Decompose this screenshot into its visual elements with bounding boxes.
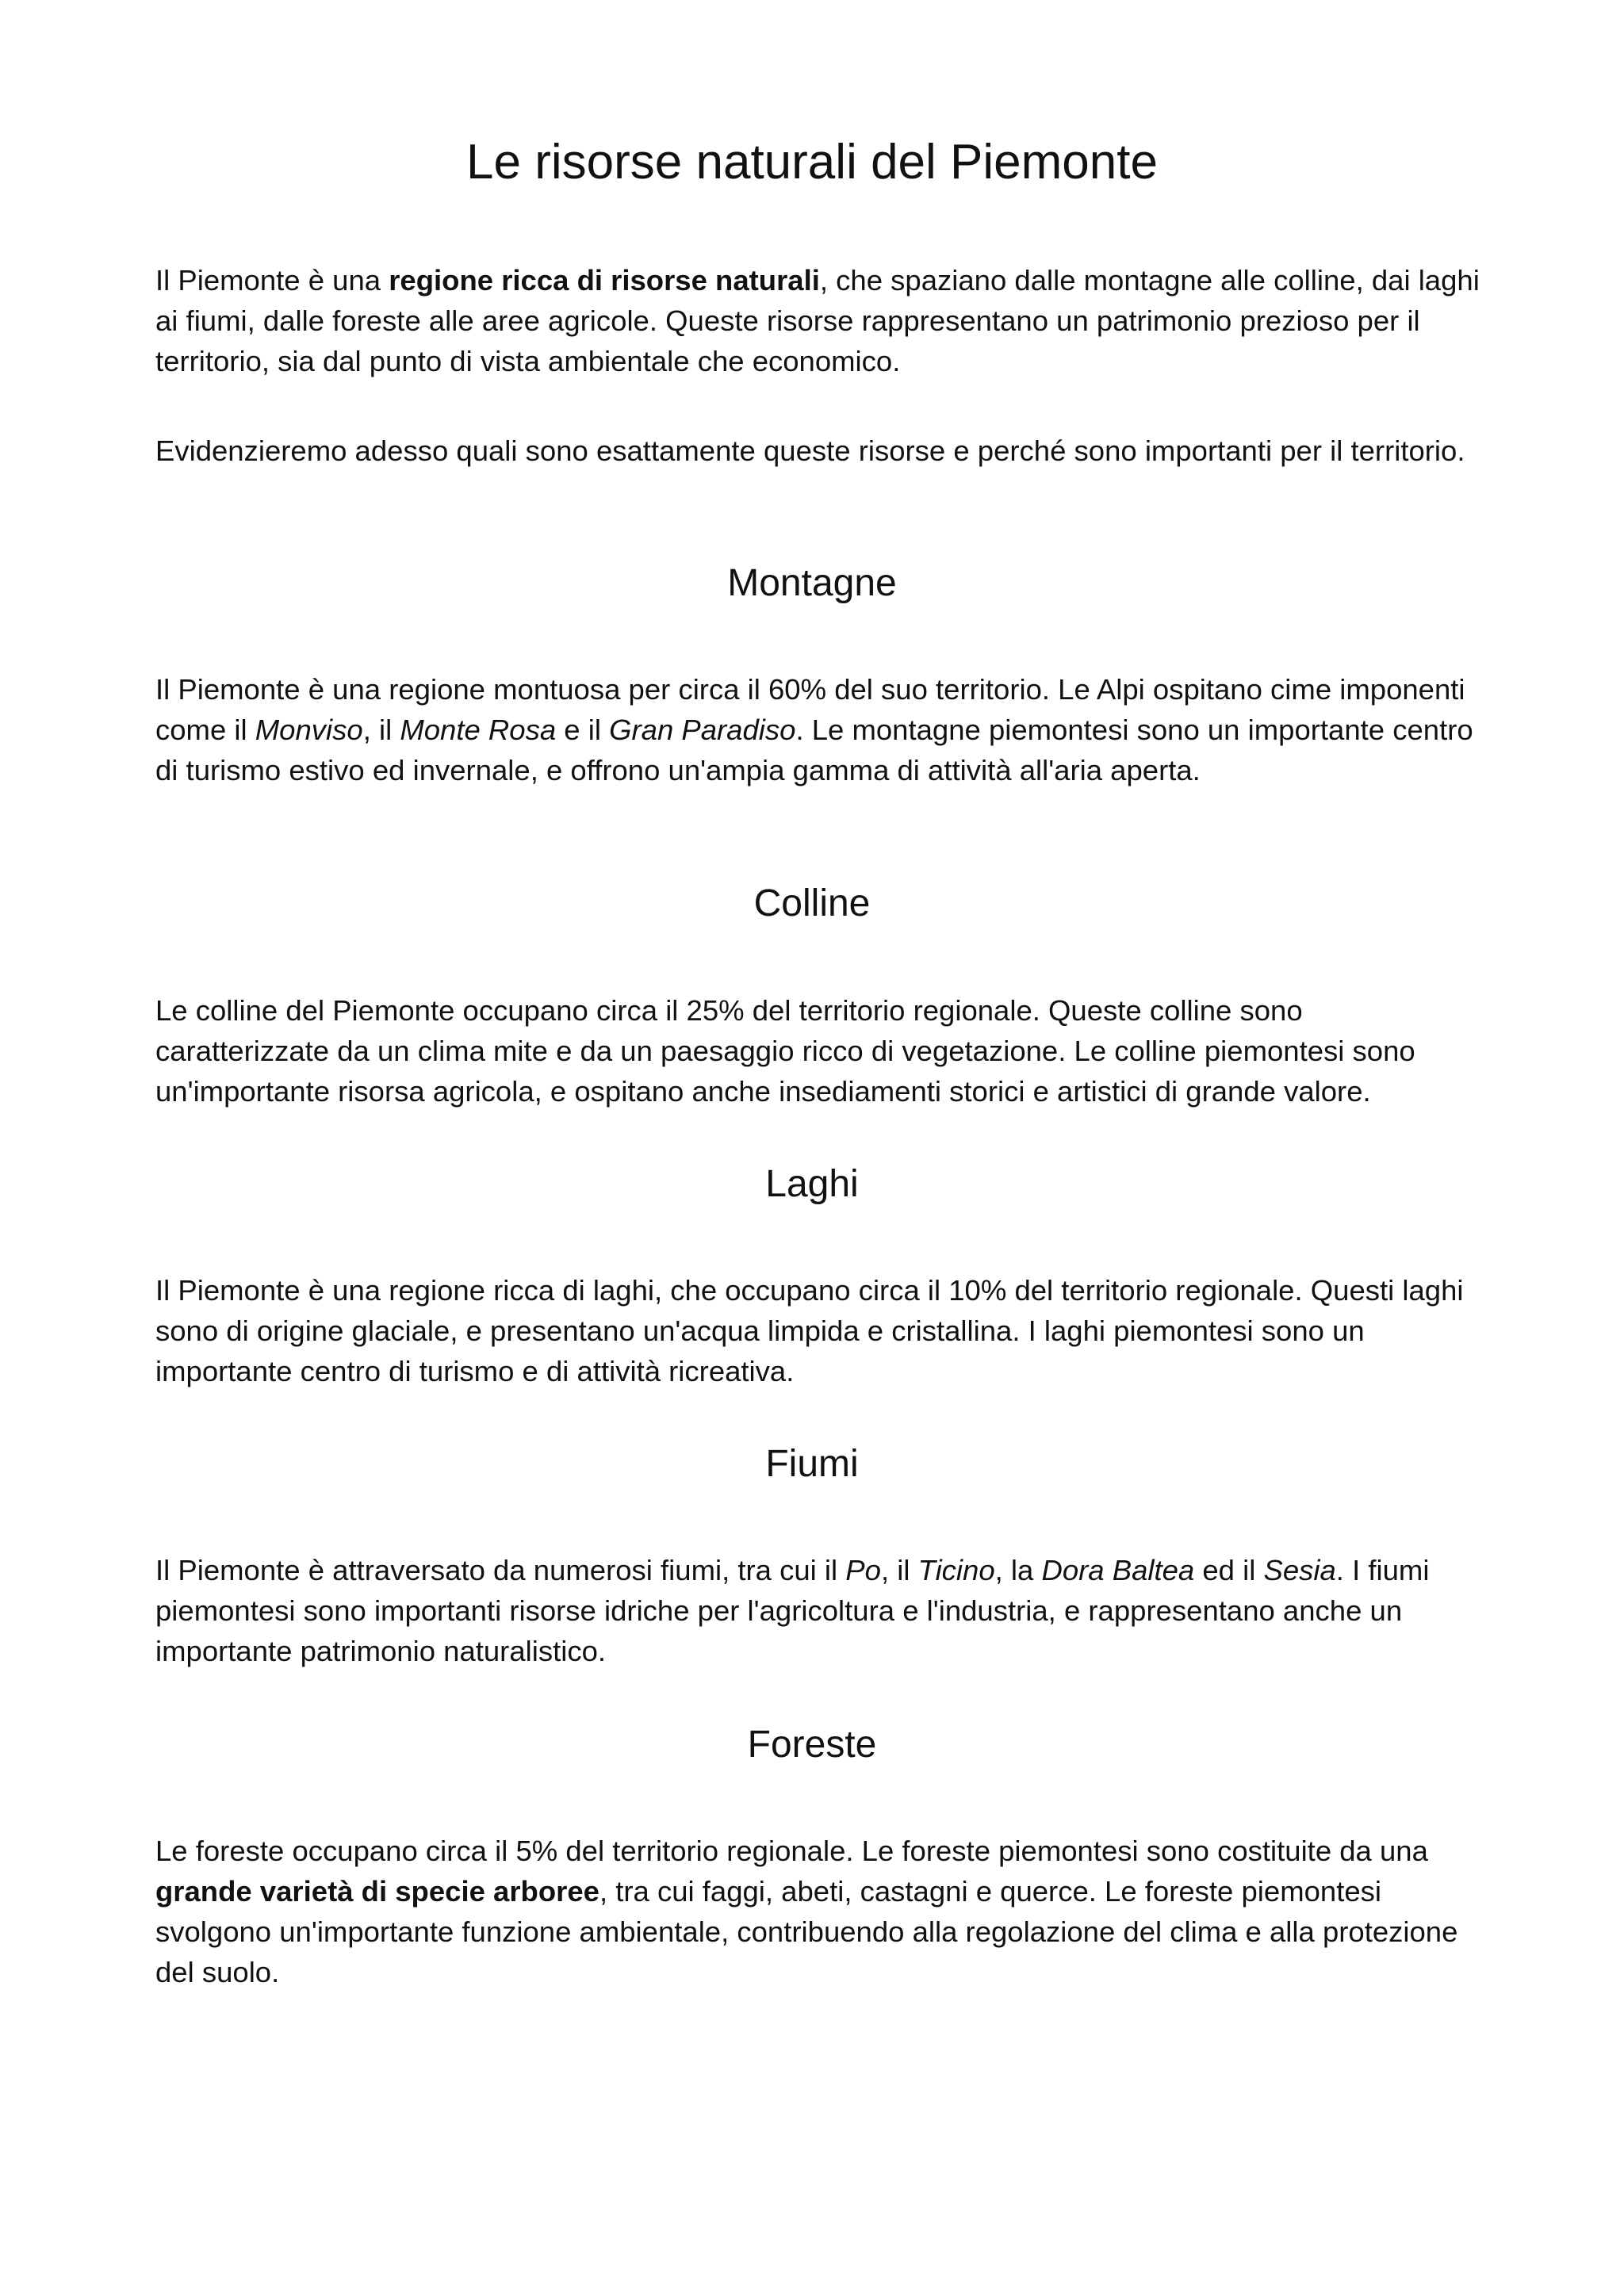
italic-text: Ticino [917, 1554, 995, 1586]
section-heading-colline: Colline [753, 882, 871, 924]
section-body-montagne: Il Piemonte è una regione montuosa per circa il 60% del suo territorio. Le Alpi ospitano cime imponenti come il Monviso, il Monte Rosa e il Gran Paradiso. Le montagne piemontesi sono un importante centro di turismo estivo ed invernale, e offrono un'ampia gamma di attività all'aria aperta. [155, 673, 1473, 786]
italic-text: Po [845, 1554, 881, 1586]
document-title: Le risorse naturali del Piemonte [466, 135, 1158, 189]
section-heading-fiumi: Fiumi [765, 1443, 859, 1485]
section-heading-laghi: Laghi [765, 1163, 859, 1205]
section-body-laghi: Il Piemonte è una regione ricca di laghi, che occupano circa il 10% del territorio regionale. Questi laghi sono di origine glaciale, e presentano un'acqua limpida e cristallina. I laghi piemontesi sono un importante centro di turismo e di attività ricreativa. [155, 1274, 1464, 1387]
section-heading-foreste: Foreste [747, 1724, 877, 1766]
intro-paragraph-1: Il Piemonte è una regione ricca di risorse naturali, che spaziano dalle montagne alle colline, dai laghi ai fiumi, dalle foreste alle aree agricole. Queste risorse rappresentano un patrimonio prezioso per il territorio, sia dal punto di vista ambientale che economico. [155, 264, 1480, 377]
section-body-fiumi: Il Piemonte è attraversato da numerosi fiumi, tra cui il Po, il Ticino, la Dora Baltea ed il Sesia. I fiumi piemontesi sono importanti risorse idriche per l'agricoltura e l'industria, e rappresentano anche un importante patrimonio naturalistico. [155, 1554, 1430, 1667]
section-body-colline: Le colline del Piemonte occupano circa il 25% del territorio regionale. Queste colline sono caratterizzate da un clima mite e da un paesaggio ricco di vegetazione. Le colline piemontesi sono un'importante risorsa agricola, e ospitano anche insediamenti storici e artistici di grande valore. [155, 994, 1415, 1108]
bold-text: grande varietà di specie arboree [155, 1875, 599, 1908]
section-heading-montagne: Montagne [727, 562, 897, 604]
intro-paragraph-2: Evidenzieremo adesso quali sono esattamente queste risorse e perché sono importanti per il territorio. [155, 434, 1465, 467]
italic-text: Monte Rosa [400, 714, 557, 746]
italic-text: Dora Baltea [1041, 1554, 1195, 1586]
section-body-foreste: Le foreste occupano circa il 5% del territorio regionale. Le foreste piemontesi sono costituite da una grande varietà di specie arboree, tra cui faggi, abeti, castagni e querce. Le foreste piemontesi svolgono un'importante funzione ambientale, contribuendo alla regolazione del clima e alla protezione del suolo. [155, 1835, 1458, 1988]
italic-text: Gran Paradiso [609, 714, 796, 746]
bold-text: regione ricca di risorse naturali [389, 264, 820, 297]
italic-text: Monviso [255, 714, 363, 746]
italic-text: Sesia [1263, 1554, 1336, 1586]
